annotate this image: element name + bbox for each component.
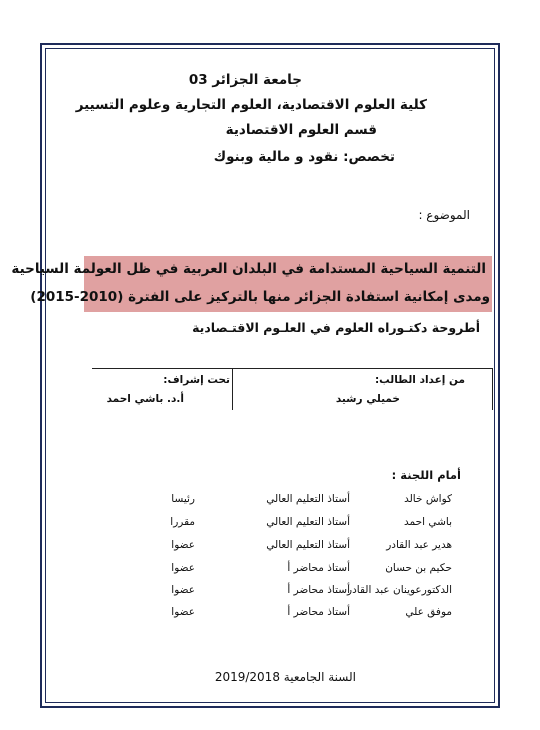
jury-member-role: عضوا — [171, 606, 195, 618]
jury-member-name: الدكتورعوينان عبد القادر — [347, 584, 452, 596]
student-name: خميلي رشيد — [335, 393, 400, 405]
supervisor-name: أ.د. باشي احمد — [106, 393, 184, 405]
faculty-name: كلية العلوم الاقتصادية، العلوم التجارية وعلوم التسيير — [75, 97, 427, 113]
jury-member-grade: أستاذ محاضر أ — [287, 584, 350, 596]
jury-member-name: باشي احمد — [404, 516, 452, 528]
jury-member-row — [90, 584, 490, 600]
jury-member-name: موفق علي — [405, 606, 452, 618]
jury-member-grade: أستاذ التعليم العالي — [266, 493, 350, 505]
supervisor-label: تحت إشراف: — [163, 374, 230, 386]
jury-member-role: عضوا — [171, 562, 195, 574]
jury-member-role: مقررا — [170, 516, 195, 528]
info-table-top-border — [92, 368, 492, 369]
jury-member-grade: أستاذ التعليم العالي — [266, 539, 350, 551]
jury-member-role: عضوا — [171, 539, 195, 551]
specialty: تخصص: نقود و مالية وبنوك — [213, 149, 395, 165]
jury-member-role: عضوا — [171, 584, 195, 596]
department-name: قسم العلوم الاقتصادية — [225, 122, 377, 138]
info-table-right-border — [492, 368, 493, 410]
jury-member-role: رئيسا — [171, 493, 195, 505]
jury-member-row — [90, 493, 490, 509]
jury-member-row — [90, 516, 490, 532]
jury-member-grade: أستاذ محاضر أ — [287, 562, 350, 574]
jury-member-grade: أستاذ محاضر أ — [287, 606, 350, 618]
jury-member-grade: أستاذ التعليم العالي — [266, 516, 350, 528]
jury-member-name: هدير عبد القادر — [386, 539, 452, 551]
jury-member-row — [90, 539, 490, 555]
subject-label: الموضوع : — [418, 208, 470, 222]
info-table-divider — [232, 368, 233, 410]
jury-member-name: حكيم بن حسان — [385, 562, 452, 574]
thesis-title-line-1: التنمية السياحية المستدامة في البلدان العربية في ظل العولمة السياحية — [11, 261, 486, 277]
jury-member-row — [90, 606, 490, 622]
thesis-title-line-2: ومدى إمكانية استفادة الجزائر منها بالتركيز على الفترة (2010-2015) — [30, 289, 490, 305]
thesis-type: أطروحة دكتـوراه العلوم في العلـوم الاقتـصادية — [192, 320, 480, 335]
academic-year: السنة الجامعية 2019/2018 — [214, 670, 356, 684]
university-name: جامعة الجزائر 03 — [188, 72, 302, 88]
jury-member-name: كواش خالد — [404, 493, 452, 505]
prepared-by-label: من إعداد الطالب: — [374, 374, 465, 386]
jury-member-row — [90, 562, 490, 578]
jury-label: أمام اللجنة : — [391, 468, 461, 482]
